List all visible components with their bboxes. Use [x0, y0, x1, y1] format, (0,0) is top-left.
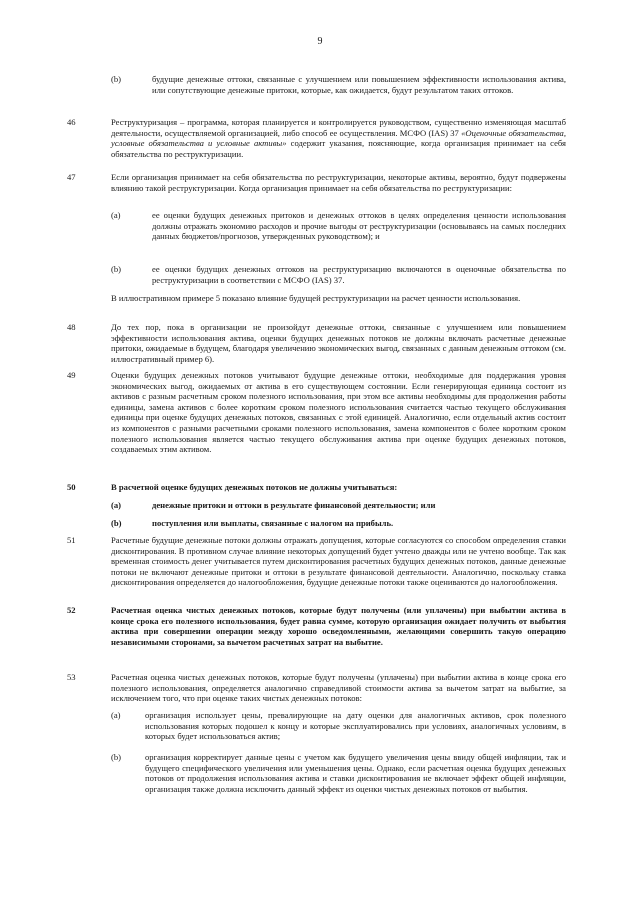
p46-text-a: Реструктуризация – программа, которая планируется и контролируется руководством, существенно изменяющая масштаб деятельности, осуществляемой организацией, либо способ ее осуществления. МСФО (IAS) 37 [111, 117, 566, 138]
p52-text: Расчетная оценка чистых денежных потоков, которые будут получены (или уплачены) при выбытии актива в конце срока его полезного использования, будет равна сумме, которую организация ожидает получить от выбытия актива при совершении операции между хорошо осведомленными, желающими совершить такую операцию независимыми сторонами, за вычетом расчетных затрат на выбытие. [111, 605, 566, 647]
p53-b-text: организация корректирует данные цены с учетом как будущего увеличения цены ввиду общей инфляции, так и будущего специфического увеличения или уменьшения цены. Однако, если расчетная оценка будущих денежных потоков от продолжения использования актива и ставки дисконтирования не включает эффект общей инфляции, организация также должна исключить данный эффект из оценки чистых денежных потоков от выбытия. [145, 752, 566, 794]
p53-b-label: (b) [111, 752, 122, 762]
p47-a-text: ее оценки будущих денежных притоков и денежных оттоков в целях определения ценности использования должны отражать экономию расходов и прочие выгоды от реструктуризации (основываясь на самых последних данных бюджетов/прогнозов, утвержденных руководством); и [152, 210, 566, 242]
p51-number: 51 [67, 535, 76, 545]
p46-number: 46 [67, 117, 76, 127]
p48-number: 48 [67, 322, 76, 332]
p53-a-label: (a) [111, 710, 121, 720]
p46-text [111, 117, 566, 159]
p46-text-b: содержит указания, поясняющие, когда организация принимает на себя обязательства по реструктуризации. [111, 138, 566, 159]
p49-number: 49 [67, 370, 76, 380]
p50-a-label: (a) [111, 500, 122, 510]
page-number: 9 [317, 36, 323, 47]
p50-b-label: (b) [111, 518, 122, 528]
p47-number: 47 [67, 172, 76, 182]
p50-a-text: денежные притоки и оттоки в результате финансовой деятельности; или [152, 500, 436, 510]
p50-number: 50 [67, 482, 76, 492]
p51-text: Расчетные будущие денежные потоки должны отражать допущения, которые согласуются со способом определения ставки дисконтирования. В противном случае влияние некоторых допущений будет учтено дважды или не учтено вообще. Так как временная стоимость денег учитывается путем дисконтирования расчетных будущих денежных потоков, данные денежные потоки не включают денежные притоки и оттоки в результате финансовой деятельности. Аналогично, поскольку ставка дисконтирования определяется до налогообложения, будущие денежные потоки также оцениваются до налогообложения. [111, 535, 566, 588]
p50-text: В расчетной оценке будущих денежных потоков не должны учитываться: [111, 482, 398, 492]
p49-text: Оценки будущих денежных потоков учитывают будущие денежные оттоки, необходимые для поддержания уровня экономических выгод, ожидаемых от актива в его существующем состоянии. Если генерирующая единица состоит из активов с разным расчетным сроком полезного использования, при этом все активы необходимы для продолжения работы единицы, замена активов с более коротким сроком полезного использования считается частью текущего обслуживания единицы при оценке будущих денежных потоков, связанных с этой единицей. Аналогично, если отдельный актив состоит из компонентов с разными расчетными сроками полезного использования, замена компонентов с более коротким сроком полезного использования является частью текущего обслуживания актива при оценке будущих денежных потоков, создаваемых этим активом. [111, 370, 566, 455]
p53-a-text: организация использует цены, превалирующие на дату оценки для аналогичных активов, срок полезного использования которых подошел к концу и которые эксплуатировались при условиях, аналогичных условиям, в которых будет использоваться актив; [145, 710, 566, 742]
p47-closing: В иллюстративном примере 5 показано влияние будущей реструктуризации на расчет ценности использования. [111, 293, 521, 303]
p45-b-label: (b) [111, 74, 122, 84]
p47-a-label: (a) [111, 210, 121, 220]
p46-text-italic: «Оценочные обязательства, условные обязательства и условные активы» [111, 127, 566, 149]
p47-b-text: ее оценки будущих денежных оттоков на реструктуризацию включаются в оценочные обязательства по реструктуризации в соответствии с МСФО (IAS) 37. [152, 264, 566, 285]
p48-text: До тех пор, пока в организации не произойдут денежные оттоки, связанные с улучшением или повышением эффективности использования актива, оценки будущих денежных потоков не должны включать расчетные денежные притоки, ожидаемые в будущем, благодаря увеличению экономических выгод, связанных с данным денежным оттоком (см. иллюстративный пример 6). [111, 322, 566, 364]
p45-b-text: будущие денежные оттоки, связанные с улучшением или повышением эффективности использования актива, или сопутствующие денежные притоки, которые, как ожидается, будут результатом таких оттоков. [152, 74, 566, 95]
p53-text: Расчетная оценка чистых денежных потоков, которые будут получены (уплачены) при выбытии актива в конце срока его полезного использования, определяется аналогично справедливой стоимости актива за вычетом затрат на выбытие, за исключением того, что при оценке таких чистых денежных потоков: [111, 672, 566, 704]
p47-text: Если организация принимает на себя обязательства по реструктуризации, некоторые активы, вероятно, будут подвержены влиянию такой реструктуризации. Когда организация принимает на себя обязательства по реструктуризации: [111, 172, 566, 193]
p47-b-label: (b) [111, 264, 122, 274]
p52-number: 52 [67, 605, 76, 615]
p50-b-text: поступления или выплаты, связанные с налогом на прибыль. [152, 518, 394, 528]
p53-number: 53 [67, 672, 76, 682]
